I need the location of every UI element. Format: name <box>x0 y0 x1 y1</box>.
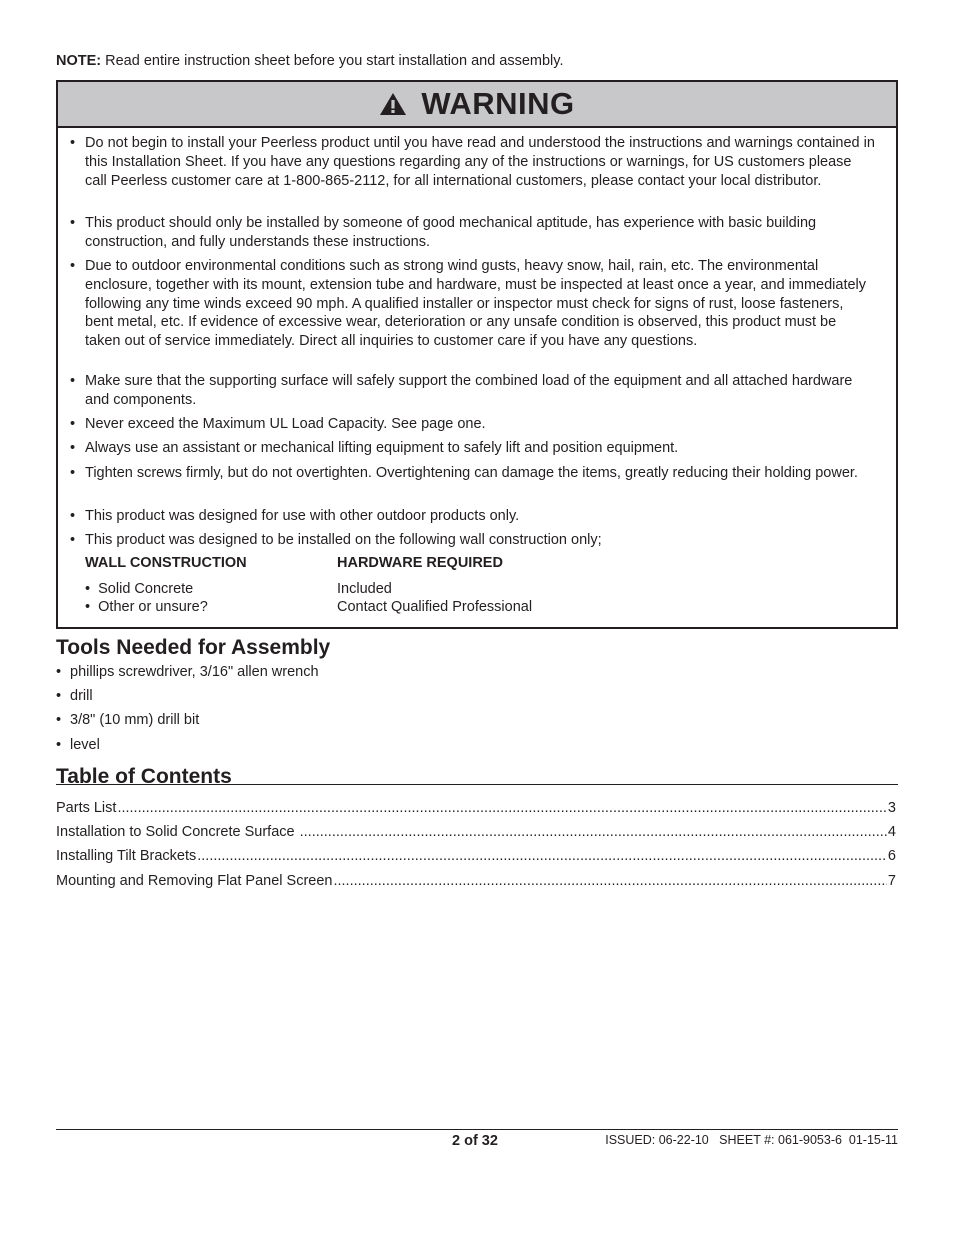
bullet: • <box>70 532 76 548</box>
warning-item-text: This product should only be installed by someone of good mechanical aptitude, has experience with basic building construction, and fully understands these instructions. <box>85 215 817 250</box>
toc-entry-page: 7 <box>887 873 896 889</box>
toc-leader-dots <box>117 800 886 816</box>
bullet: • <box>70 215 76 231</box>
toc-leader-dots <box>300 824 887 840</box>
warning-item-text: Never exceed the Maximum UL Load Capacity. See page one. <box>85 416 486 432</box>
bullet: • <box>70 135 76 151</box>
bullet: • <box>70 258 76 274</box>
toc-heading: Table of Contents <box>56 765 232 788</box>
wall-construction-cell <box>85 581 193 597</box>
warning-title: WARNING <box>421 86 575 121</box>
bullet: • <box>56 737 62 753</box>
warning-item-text: Tighten screws firmly, but do not overtighten. Overtightening can damage the items, greatly reducing their holding power. <box>85 465 858 481</box>
hardware-required-header: HARDWARE REQUIRED <box>337 555 503 571</box>
warning-item <box>70 415 875 434</box>
bullet: • <box>85 581 99 597</box>
wall-construction-value: Other or unsure? <box>98 599 208 615</box>
toc-leader-dots <box>333 873 886 889</box>
toc-entry-label: Installing Tilt Brackets <box>56 848 197 864</box>
note-label: NOTE: <box>56 53 102 69</box>
bullet: • <box>85 599 99 615</box>
toc-entry-label: Parts List <box>56 800 117 816</box>
bullet: • <box>70 465 76 481</box>
toc-entry[interactable] <box>56 873 896 889</box>
toc-rule <box>56 784 898 785</box>
warning-item-text: Due to outdoor environmental conditions such as strong wind gusts, heavy snow, hail, rain, etc. The environmental enclosure, together with its mount, extension tube and hardware, must be inspected at least once a year, and immediately following any time winds exceed 90 mph. A qualified installer or inspector must check for signs of rust, loose fasteners, bent metal, etc. If evidence of excessive wear, deterioration or any unsafe condition is observed, this product must be taken out of service immediately. Direct all inquiries to customer care if you have any questions. <box>85 258 867 350</box>
warning-item <box>70 464 875 483</box>
wall-construction-cell <box>85 599 208 615</box>
page-number: 2 of 32 <box>452 1133 498 1149</box>
toc-entry-label: Installation to Solid Concrete Surface <box>56 824 299 840</box>
sheet-info: ISSUED: 06-22-10 SHEET #: 061-9053-6 01-15-11 <box>605 1133 898 1147</box>
bullet: • <box>70 508 76 524</box>
tool-item <box>56 664 319 680</box>
bullet: • <box>56 712 62 728</box>
bullet: • <box>56 664 62 680</box>
bullet: • <box>70 416 76 432</box>
bullet: • <box>70 373 76 389</box>
toc-entry-page: 3 <box>887 800 896 816</box>
warning-item-text: Do not begin to install your Peerless product until you have read and understood the instructions and warnings contained in this Installation Sheet. If you have any questions regarding any of the instructions or warnings, for US customers please call Peerless customer care at 1-800-865-2112, for all international customers, please contact your local distributor. <box>85 135 875 189</box>
toc-entry[interactable] <box>56 824 896 840</box>
bullet: • <box>70 440 76 456</box>
warning-item <box>70 134 875 190</box>
tools-heading: Tools Needed for Assembly <box>56 636 331 659</box>
wall-construction-value: Solid Concrete <box>98 581 194 597</box>
hardware-required-cell: Contact Qualified Professional <box>337 599 533 615</box>
toc-entry-page: 6 <box>887 848 896 864</box>
wall-construction-header: WALL CONSTRUCTION <box>85 555 247 571</box>
warning-item <box>70 214 875 252</box>
tool-item-text: level <box>70 737 100 753</box>
warning-item <box>70 507 875 526</box>
hardware-required-cell: Included <box>337 581 392 597</box>
warning-item-text: This product was designed for use with other outdoor products only. <box>85 508 520 524</box>
warning-item <box>70 531 875 550</box>
warning-item <box>70 372 875 410</box>
tool-item <box>56 737 100 753</box>
note-text: Read entire instruction sheet before you start installation and assembly. <box>105 53 564 69</box>
warning-item-text: Make sure that the supporting surface will safely support the combined load of the equipment and all attached hardware and components. <box>85 373 853 408</box>
bullet: • <box>56 688 62 704</box>
tool-item <box>56 712 199 728</box>
warning-item <box>70 439 875 458</box>
tool-item <box>56 688 93 704</box>
tool-item-text: phillips screwdriver, 3/16" allen wrench <box>70 664 319 680</box>
tool-item-text: 3/8" (10 mm) drill bit <box>70 712 200 728</box>
warning-triangle-icon <box>379 92 407 116</box>
toc-entry[interactable] <box>56 848 896 864</box>
toc-entry-page: 4 <box>887 824 896 840</box>
footer-rule <box>56 1129 898 1130</box>
warning-item-text: Always use an assistant or mechanical lifting equipment to safely lift and position equipment. <box>85 440 679 456</box>
warning-box <box>56 80 898 629</box>
toc-entry-label: Mounting and Removing Flat Panel Screen <box>56 873 333 889</box>
toc-entry[interactable] <box>56 800 896 816</box>
warning-header <box>58 82 896 128</box>
note-line <box>56 53 563 69</box>
warning-item <box>70 257 875 351</box>
warning-item-text: This product was designed to be installed on the following wall construction only; <box>85 532 602 548</box>
tool-item-text: drill <box>70 688 93 704</box>
toc-leader-dots <box>197 848 887 864</box>
